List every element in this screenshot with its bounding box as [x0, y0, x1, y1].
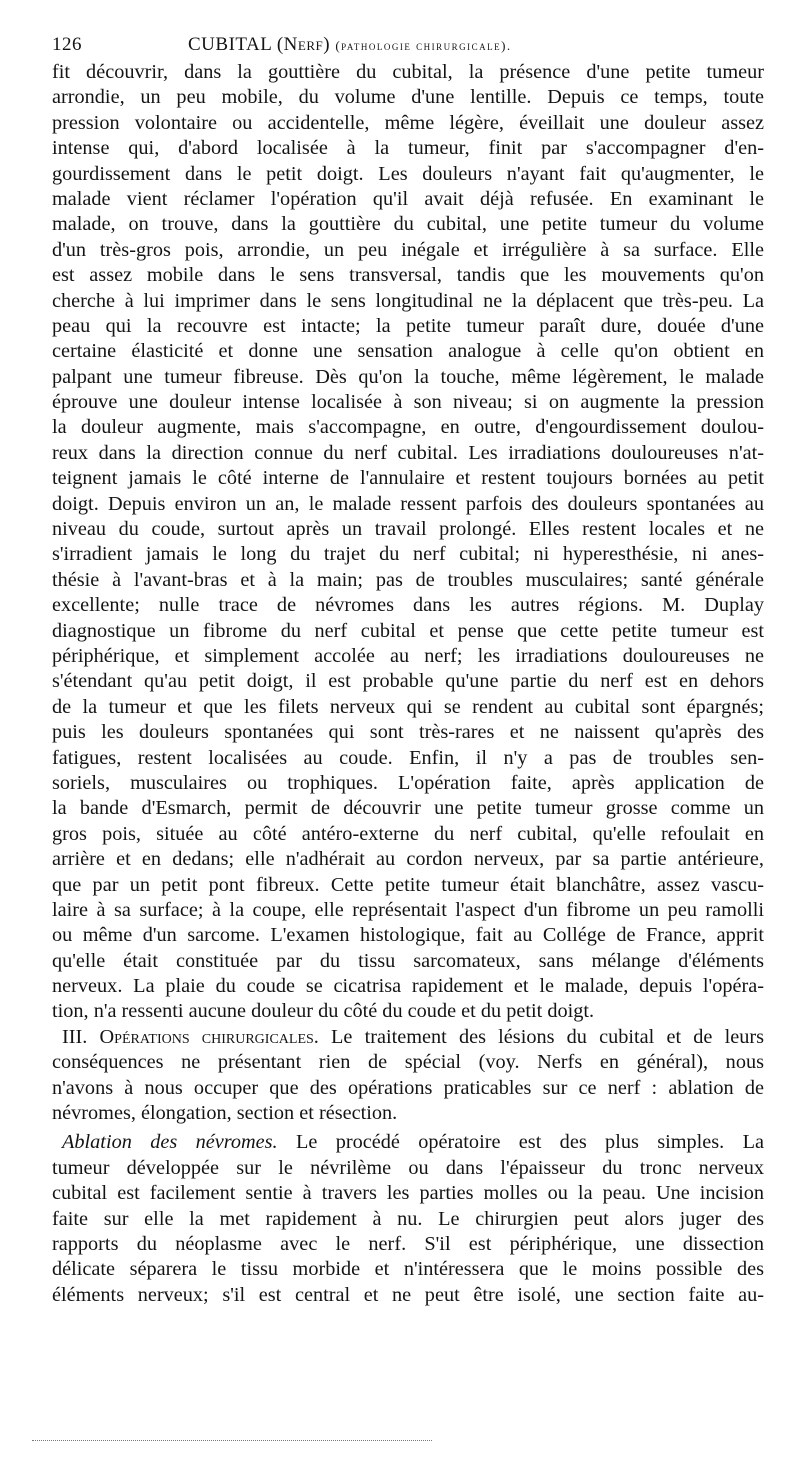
- text-line: fit découvrir, dans la gouttière du cubital, la présence d'une petite tumeur: [52, 61, 764, 83]
- text-line: qu'elle était constituée par du tissu sarcomateux, sans mélange d'éléments: [52, 949, 764, 972]
- text-line: cherche à lui imprimer dans le sens longitudinal ne la déplacent que très-peu. La: [52, 289, 764, 312]
- text-line: peau qui la recouvre est intacte; la petite tumeur paraît dure, douée d'une: [52, 314, 764, 337]
- text-line: tumeur développée sur le névrilème ou dans l'épaisseur du tronc nerveux: [52, 1156, 764, 1179]
- section-heading-line: [52, 1025, 764, 1050]
- text-line: malade, on trouve, dans la gouttière du cubital, une petite tumeur du volume: [52, 213, 764, 236]
- text-line: Le procédé opératoire est des plus simples. La: [295, 1131, 764, 1154]
- text-line: nerveux. La plaie du coude se cicatrisa rapidement et le malade, depuis l'opéra-: [52, 975, 764, 998]
- text-line: n'avons à nous occuper que des opérations praticables sur ce nerf : ablation de: [52, 1076, 764, 1099]
- text-line: gros pois, située au côté antéro-externe du nerf cubital, qu'elle refoulait en: [52, 822, 764, 845]
- text-line: pression volontaire ou accidentelle, même légère, éveillait une douleur assez: [52, 111, 764, 134]
- title-subtitle: (pathologie chirurgicale).: [335, 38, 512, 53]
- text-line: arrondie, un peu mobile, du volume d'une lentille. Depuis ce temps, toute: [52, 86, 764, 109]
- section-heading: Opérations chirurgicales.: [99, 1025, 319, 1048]
- text-line: conséquences ne présentant rien de spécial (voy. Nerfs en général), nous: [52, 1051, 764, 1074]
- section-operations: [52, 1025, 764, 1127]
- text-line: cubital est facilement sentie à travers les parties molles ou la peau. Une incision: [52, 1182, 764, 1205]
- text-line: thésie à l'avant-bras et à la main; pas de troubles musculaires; santé générale: [52, 568, 764, 591]
- text-line: faite sur elle la met rapidement à nu. Le chirurgien peut alors juger des: [52, 1207, 764, 1230]
- ablation-heading-line: [52, 1130, 764, 1155]
- text-line: éprouve une douleur intense localisée à son niveau; si on augmente la pression: [52, 391, 764, 414]
- title-paren: (Nerf): [276, 34, 331, 55]
- ablation-heading: Ablation des névromes.: [62, 1131, 278, 1154]
- text-line: éléments nerveux; s'il est central et ne peut être isolé, une section faite au-: [52, 1283, 764, 1306]
- text-line: palpant une tumeur fibreuse. Dès qu'on la touche, même légèrement, le malade: [52, 365, 764, 388]
- text-line: est assez mobile dans le sens transversal, tandis que les mouvements qu'on: [52, 264, 764, 287]
- text-line: que par un petit pont fibreux. Cette petite tumeur était blanchâtre, assez vascu-: [52, 873, 764, 896]
- text-line: arrière et en dedans; elle n'adhérait au cordon nerveux, par sa partie antérieure,: [52, 848, 764, 871]
- text-line: Le traitement des lésions du cubital et de leurs: [331, 1025, 764, 1048]
- text-line: puis les douleurs spontanées qui sont très-rares et ne naissent qu'après des: [52, 721, 764, 744]
- footer-rule: [32, 1440, 432, 1441]
- text-line: reux dans la direction connue du nerf cubital. Les irradiations douloureuses n'at-: [52, 441, 764, 464]
- section-numeral: III.: [62, 1025, 88, 1048]
- running-header: [52, 26, 764, 60]
- text-line: tion, n'a ressenti aucune douleur du côté du coude et du petit doigt.: [52, 1000, 595, 1023]
- text-line: la bande d'Esmarch, permit de découvrir une petite tumeur grosse comme un: [52, 797, 764, 820]
- text-line: névromes, élongation, section et résection.: [52, 1102, 398, 1125]
- running-title: [188, 34, 512, 56]
- text-line: diagnostique un fibrome du nerf cubital et pense que cette petite tumeur est: [52, 619, 764, 642]
- text-line: teignent jamais le côté interne de l'annulaire et restent toujours bornées au petit: [52, 467, 764, 490]
- title-main: CUBITAL: [188, 34, 272, 55]
- text-line: s'irradient jamais le long du trajet du nerf cubital; ni hyperesthésie, ni anes-: [52, 543, 764, 566]
- text-line: laire à sa surface; à la coupe, elle représentait l'aspect d'un fibrome un peu ramolli: [52, 898, 764, 921]
- text-line: la douleur augmente, mais s'accompagne, en outre, d'engourdissement doulou-: [52, 416, 764, 439]
- text-line: niveau du coude, surtout après un travail prolongé. Elles restent locales et ne: [52, 518, 764, 541]
- body-text: [52, 60, 764, 1025]
- page-number: 126: [52, 34, 82, 55]
- text-line: soriels, musculaires ou trophiques. L'opération faite, après application de: [52, 771, 764, 794]
- text-line: excellente; nulle trace de névromes dans les autres régions. M. Duplay: [52, 594, 764, 617]
- text-line: rapports du néoplasme avec le nerf. S'il est périphérique, une dissection: [52, 1232, 764, 1255]
- document-page: [52, 26, 764, 1308]
- text-line: gourdissement dans le petit doigt. Les douleurs n'ayant fait qu'augmenter, le: [52, 162, 764, 185]
- text-line: de la tumeur et que les filets nerveux qui se rendent au cubital sont épargnés;: [52, 695, 764, 718]
- text-line: malade vient réclamer l'opération qu'il avait déjà refusée. En examinant le: [52, 187, 764, 210]
- section-ablation: [52, 1130, 764, 1308]
- text-line: périphérique, et simplement accolée au nerf; les irradiations douloureuses ne: [52, 644, 764, 667]
- text-line: doigt. Depuis environ un an, le malade ressent parfois des douleurs spontanées au: [52, 492, 764, 515]
- text-line: fatigues, restent localisées au coude. Enfin, il n'y a pas de troubles sen-: [52, 746, 764, 769]
- text-line: ou même d'un sarcome. L'examen histologique, fait au Collége de France, apprit: [52, 924, 764, 947]
- text-line: délicate séparera le tissu morbide et n'intéressera que le moins possible des: [52, 1258, 764, 1281]
- text-line: d'un très-gros pois, arrondie, un peu inégale et irrégulière à sa surface. Elle: [52, 238, 764, 261]
- text-line: intense qui, d'abord localisée à la tumeur, finit par s'accompagner d'en-: [52, 137, 764, 160]
- text-line: certaine élasticité et donne une sensation analogue à celle qu'on obtient en: [52, 340, 764, 363]
- text-line: s'étendant qu'au petit doigt, il est probable qu'une partie du nerf est en dehors: [52, 670, 764, 693]
